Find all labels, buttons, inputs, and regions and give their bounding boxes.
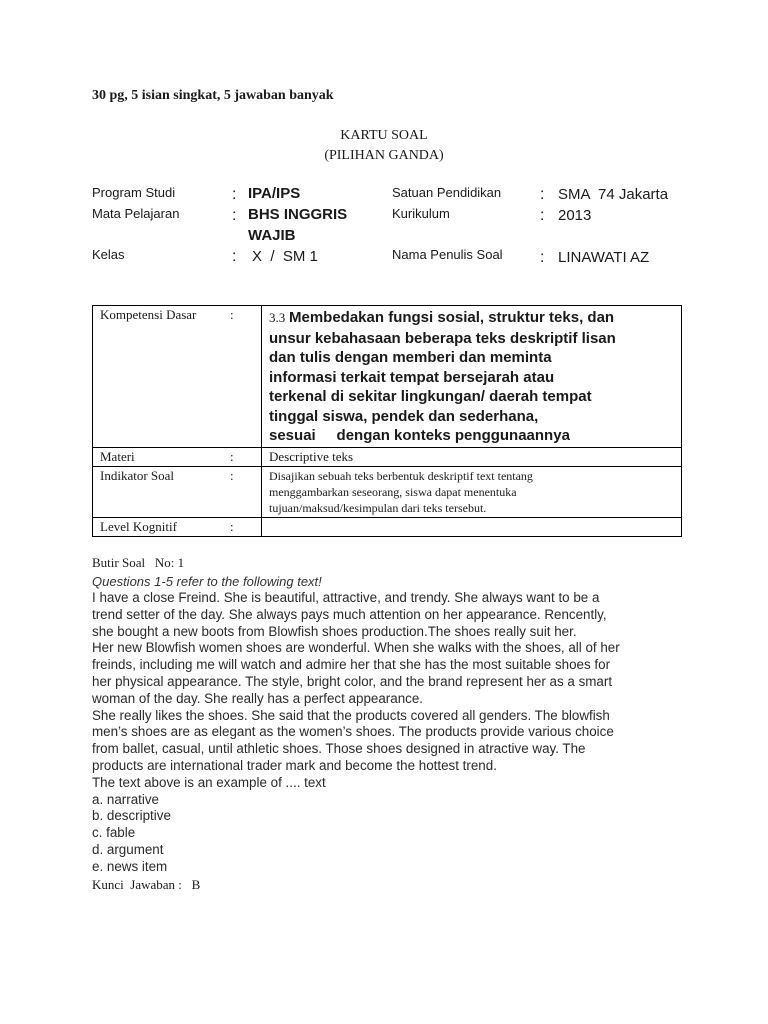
question-section <box>92 554 692 894</box>
option-c: c. fable <box>92 825 136 841</box>
option-a: a. narrative <box>92 791 159 807</box>
indikator-label: Indikator Soal <box>100 467 175 483</box>
kompetensi-dasar-value-cell <box>262 306 682 448</box>
indikator-colon: : <box>230 467 234 483</box>
indikator-line: Disajikan sebuah teks berbentuk deskriptif text tentang <box>269 468 533 483</box>
kompetensi-dasar-line: unsur kebahasaan beberapa teks deskriptif lisan <box>269 329 616 347</box>
kurikulum-value: 2013 <box>558 207 592 224</box>
indikator-value-cell <box>262 466 682 517</box>
document-title <box>0 126 768 166</box>
kelas-value: X / SM 1 <box>252 248 318 265</box>
passage-line: her physical appearance. The style, bright color, and the brand represent her as a smart <box>92 673 613 689</box>
passage-line: She really likes the shoes. She said that the products covered all genders. The blowfish <box>92 707 610 723</box>
satuan-pendidikan-value: SMA 74 Jakarta <box>558 186 669 203</box>
program-studi-label: Program Studi <box>92 185 176 200</box>
indikator-line: menggambarkan seseorang, siswa dapat menentuka <box>269 484 517 499</box>
level-kognitif-label: Level Kognitif <box>100 518 177 534</box>
kompetensi-dasar-label: Kompetensi Dasar <box>100 307 197 322</box>
kompetensi-table <box>92 305 682 537</box>
level-kognitif-label-cell <box>93 517 262 536</box>
option-b: b. descriptive <box>92 808 171 824</box>
passage-line: trend setter of the day. She always pays much attention on her appearance. Rencently, <box>92 606 607 622</box>
indikator-label-cell <box>93 466 262 517</box>
materi-colon: : <box>230 448 234 464</box>
mata-pelajaran-value-line2: WAJIB <box>248 227 296 244</box>
kelas-colon: : <box>232 248 237 265</box>
indikator-line: tujuan/maksud/kesimpulan dari teks tersebut. <box>269 500 487 515</box>
kurikulum-colon: : <box>540 207 545 224</box>
materi-label: Materi <box>100 448 135 464</box>
butir-soal: Butir Soal No: 1 <box>92 555 185 570</box>
kompetensi-dasar-line: tinggal siswa, pendek dan sederhana, <box>269 407 539 425</box>
level-kognitif-value <box>262 517 682 536</box>
materi-row <box>93 447 682 466</box>
satuan-pendidikan-colon: : <box>540 186 545 203</box>
question-intro: Questions 1-5 refer to the following text! <box>92 574 322 589</box>
question-stem: The text above is an example of .... text <box>92 774 326 790</box>
kelas-label: Kelas <box>92 247 125 262</box>
kompetensi-dasar-line: Membedakan fungsi sosial, struktur teks, dan <box>289 309 615 326</box>
mata-pelajaran-value-line1: BHS INGGRIS <box>248 206 348 223</box>
program-studi-value: IPA/IPS <box>248 185 301 202</box>
passage-line: from ballet, casual, until athletic shoes. Those shoes designed in atractive way. The <box>92 741 586 757</box>
nama-penulis-colon: : <box>540 249 545 266</box>
indikator-row <box>93 466 682 517</box>
passage-line: she bought a new boots from Blowfish shoes production.The shoes really suit her. <box>92 623 577 639</box>
nama-penulis-label: Nama Penulis Soal <box>392 247 503 262</box>
passage-line: freinds, including me will watch and admire her that she has the most suitable shoes for <box>92 657 611 673</box>
passage-line: Her new Blowfish women shoes are wonderful. When she walks with the shoes, all of her <box>92 640 620 656</box>
answer-key: Kunci Jawaban : B <box>92 876 201 892</box>
passage-line: I have a close Freind. She is beautiful, attractive, and trendy. She always want to be a <box>92 590 600 605</box>
passage-line: men’s shoes are as elegant as the women’s shoes. The products provide various choice <box>92 724 614 740</box>
header-note: 30 pg, 5 isian singkat, 5 jawaban banyak <box>92 88 334 103</box>
mata-pelajaran-colon: : <box>232 207 237 224</box>
passage-line: products are international trader mark and become the hottest trend. <box>92 757 497 773</box>
satuan-pendidikan-label: Satuan Pendidikan <box>392 185 502 200</box>
title-line-2: (PILIHAN GANDA) <box>324 148 444 163</box>
kompetensi-dasar-label-cell <box>93 306 262 448</box>
kompetensi-dasar-row <box>93 306 682 448</box>
kompetensi-dasar-line: informasi terkait tempat bersejarah atau <box>269 368 555 386</box>
kompetensi-dasar-line: terkenal di sekitar lingkungan/ daerah tempat <box>269 388 592 405</box>
nama-penulis-value: LINAWATI AZ <box>558 249 650 266</box>
option-e: e. news item <box>92 858 168 874</box>
title-line-1: KARTU SOAL <box>340 128 428 143</box>
option-d: d. argument <box>92 841 164 857</box>
kompetensi-dasar-colon: : <box>230 307 234 322</box>
level-kognitif-colon: : <box>230 518 234 534</box>
kurikulum-label: Kurikulum <box>392 206 450 221</box>
kompetensi-dasar-line: sesuai dengan konteks penggunaannya <box>269 427 570 444</box>
kompetensi-dasar-number: 3.3 <box>269 310 286 325</box>
level-kognitif-row <box>93 517 682 536</box>
mata-pelajaran-label: Mata Pelajaran <box>92 206 180 221</box>
kompetensi-dasar-line: dan tulis dengan memberi dan meminta <box>269 349 552 366</box>
program-studi-colon: : <box>232 186 237 203</box>
materi-value: Descriptive teks <box>262 447 682 466</box>
materi-label-cell <box>93 447 262 466</box>
passage-line: woman of the day. She really has a perfect appearance. <box>92 690 423 706</box>
